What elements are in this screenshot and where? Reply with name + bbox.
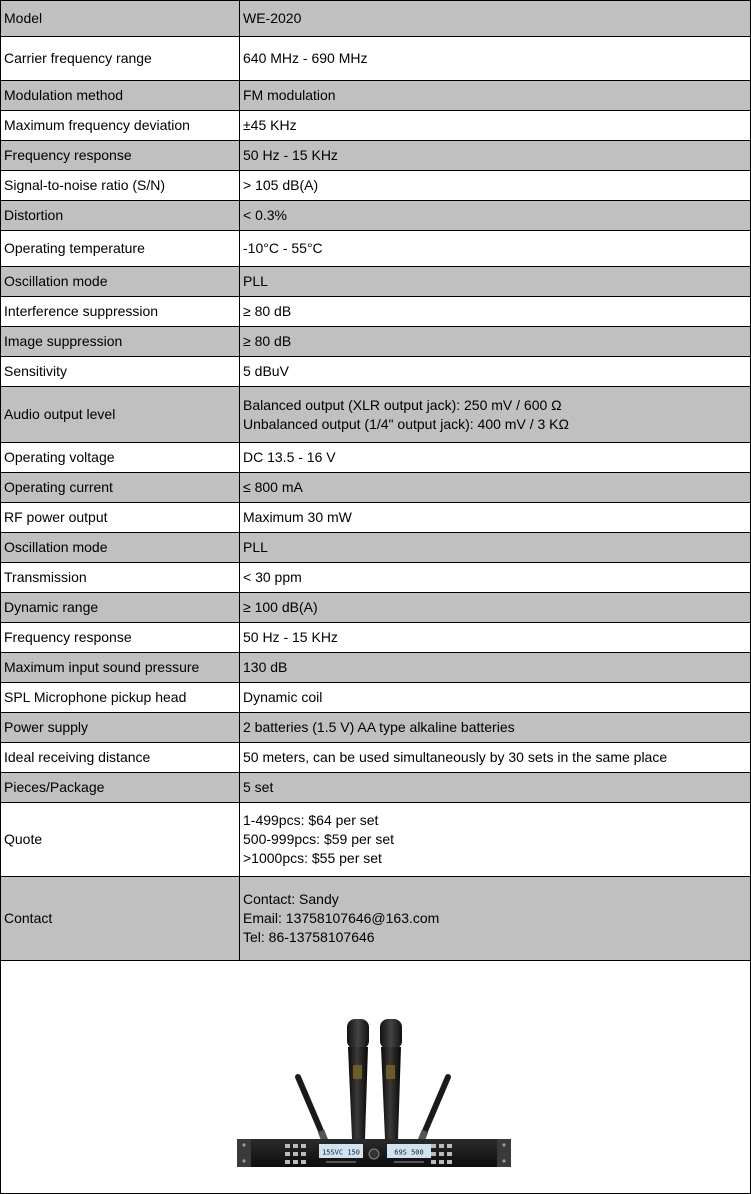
spec-label: Oscillation mode	[1, 267, 240, 297]
spec-value	[240, 563, 751, 593]
spec-row	[1, 473, 751, 503]
spec-label: Power supply	[1, 713, 240, 743]
spec-value	[240, 443, 751, 473]
left-microphone	[347, 1019, 369, 1139]
spec-label: Maximum frequency deviation	[1, 111, 240, 141]
spec-value-line: >1000pcs: $55 per set	[243, 850, 382, 866]
spec-value-line: 50 Hz - 15 KHz	[243, 629, 338, 645]
spec-value	[240, 713, 751, 743]
spec-row	[1, 387, 751, 443]
spec-label: Operating current	[1, 473, 240, 503]
spec-value	[240, 231, 751, 267]
spec-value	[240, 773, 751, 803]
spec-value	[240, 201, 751, 231]
spec-value-line: 5 set	[243, 779, 274, 795]
spec-value-line: 50 meters, can be used simultaneously by 30 sets in the same place	[243, 749, 668, 765]
spec-value	[240, 683, 751, 713]
spec-label: Sensitivity	[1, 357, 240, 387]
spec-value	[240, 877, 751, 961]
spec-value-line: ≥ 80 dB	[243, 303, 292, 319]
spec-row	[1, 267, 751, 297]
product-image-cell	[1, 961, 751, 1194]
left-lcd-text: 15SVC 150	[322, 1148, 360, 1157]
spec-value-line: < 30 ppm	[243, 569, 302, 585]
spec-value-line: DC 13.5 - 16 V	[243, 449, 336, 465]
spec-label: Operating voltage	[1, 443, 240, 473]
receiver-unit	[237, 1139, 511, 1167]
spec-label: Dynamic range	[1, 593, 240, 623]
spec-row	[1, 773, 751, 803]
right-microphone	[380, 1019, 402, 1139]
spec-row	[1, 357, 751, 387]
spec-value	[240, 803, 751, 877]
spec-value-line: Dynamic coil	[243, 689, 323, 705]
spec-value	[240, 357, 751, 387]
left-antenna	[298, 1077, 325, 1141]
spec-row	[1, 743, 751, 773]
spec-label: Image suppression	[1, 327, 240, 357]
spec-row	[1, 37, 751, 81]
spec-row	[1, 653, 751, 683]
spec-row	[1, 533, 751, 563]
spec-row	[1, 683, 751, 713]
spec-label: Pieces/Package	[1, 773, 240, 803]
spec-row	[1, 297, 751, 327]
spec-value	[240, 387, 751, 443]
spec-label: Quote	[1, 803, 240, 877]
spec-value-line: PLL	[243, 539, 268, 555]
spec-row	[1, 503, 751, 533]
spec-value-line: FM modulation	[243, 87, 336, 103]
spec-row	[1, 713, 751, 743]
spec-value-line: 2 batteries (1.5 V) AA type alkaline batteries	[243, 719, 515, 735]
spec-value	[240, 1, 751, 37]
spec-value	[240, 327, 751, 357]
spec-row	[1, 443, 751, 473]
spec-label: Model	[1, 1, 240, 37]
power-knob	[369, 1149, 379, 1159]
spec-value	[240, 81, 751, 111]
spec-row	[1, 803, 751, 877]
spec-value-line: Email: 13758107646@163.com	[243, 910, 440, 926]
spec-value-line: 500-999pcs: $59 per set	[243, 831, 394, 847]
spec-value-line: ≤ 800 mA	[243, 479, 303, 495]
spec-value-line: Maximum 30 mW	[243, 509, 352, 525]
spec-label: Distortion	[1, 201, 240, 231]
spec-row	[1, 877, 751, 961]
spec-value	[240, 141, 751, 171]
spec-value-line: 1-499pcs: $64 per set	[243, 812, 379, 828]
spec-label: SPL Microphone pickup head	[1, 683, 240, 713]
spec-label: Transmission	[1, 563, 240, 593]
spec-value	[240, 623, 751, 653]
spec-value	[240, 593, 751, 623]
spec-row	[1, 141, 751, 171]
spec-label: Oscillation mode	[1, 533, 240, 563]
spec-label: Interference suppression	[1, 297, 240, 327]
spec-row	[1, 81, 751, 111]
spec-row	[1, 231, 751, 267]
spec-row	[1, 201, 751, 231]
spec-label: Modulation method	[1, 81, 240, 111]
spec-value	[240, 267, 751, 297]
spec-value	[240, 653, 751, 683]
spec-row	[1, 111, 751, 141]
spec-label: Contact	[1, 877, 240, 961]
spec-value	[240, 473, 751, 503]
spec-value-line: 50 Hz - 15 KHz	[243, 147, 338, 163]
spec-value-line: 640 MHz - 690 MHz	[243, 50, 368, 66]
spec-value-line: > 105 dB(A)	[243, 177, 319, 193]
spec-value	[240, 743, 751, 773]
spec-value-line: PLL	[243, 273, 268, 289]
spec-value-line: Contact: Sandy	[243, 891, 339, 907]
spec-value-line: Balanced output (XLR output jack): 250 mV / 600 Ω	[243, 396, 562, 413]
spec-value-line: ≥ 80 dB	[243, 333, 292, 349]
spec-value-line: Tel: 86-13758107646	[243, 929, 375, 945]
spec-label: Carrier frequency range	[1, 37, 240, 81]
spec-value-line: ≥ 100 dB(A)	[243, 599, 318, 615]
spec-table-body	[1, 1, 751, 961]
spec-value-line: WE-2020	[243, 10, 302, 26]
spec-row	[1, 593, 751, 623]
spec-row	[1, 623, 751, 653]
spec-value-line: 5 dBuV	[243, 363, 289, 379]
spec-row	[1, 327, 751, 357]
spec-value-line: < 0.3%	[243, 207, 287, 223]
wireless-microphone-system-image	[1, 961, 750, 1193]
spec-value	[240, 533, 751, 563]
spec-label: Operating temperature	[1, 231, 240, 267]
spec-label: Maximum input sound pressure	[1, 653, 240, 683]
spec-label: RF power output	[1, 503, 240, 533]
spec-value-line: 130 dB	[243, 659, 288, 675]
spec-value	[240, 111, 751, 141]
spec-value-line: Unbalanced output (1/4" output jack): 400 mV / 3 KΩ	[243, 415, 569, 432]
spec-value	[240, 503, 751, 533]
spec-value	[240, 37, 751, 81]
spec-label: Audio output level	[1, 387, 240, 443]
spec-label: Ideal receiving distance	[1, 743, 240, 773]
spec-label: Signal-to-noise ratio (S/N)	[1, 171, 240, 201]
product-image-row	[1, 961, 751, 1194]
spec-value-line: ±45 KHz	[243, 117, 297, 133]
spec-value	[240, 297, 751, 327]
spec-label: Frequency response	[1, 623, 240, 653]
spec-value-line: -10°C - 55°C	[243, 240, 323, 256]
spec-value	[240, 171, 751, 201]
spec-row	[1, 1, 751, 37]
spec-row	[1, 171, 751, 201]
spec-row	[1, 563, 751, 593]
spec-label: Frequency response	[1, 141, 240, 171]
right-antenna	[421, 1077, 448, 1141]
right-lcd-text: 69S 500	[394, 1148, 424, 1157]
